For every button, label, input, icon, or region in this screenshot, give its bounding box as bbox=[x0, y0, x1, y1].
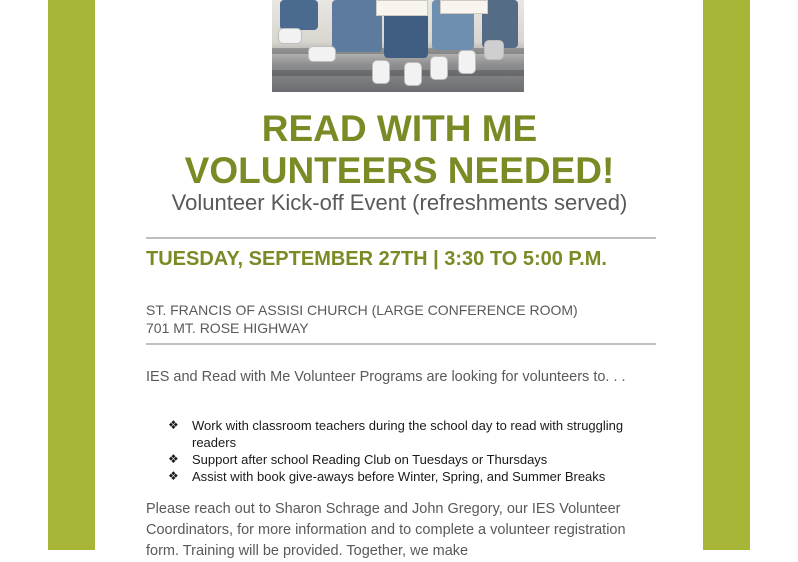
task-text: Work with classroom teachers during the school day to read with struggling readers bbox=[192, 418, 624, 450]
diamond-bullet-icon: ❖ bbox=[168, 452, 179, 466]
event-venue bbox=[146, 301, 656, 337]
diamond-bullet-icon: ❖ bbox=[168, 469, 179, 483]
venue-address: 701 MT. ROSE HIGHWAY bbox=[146, 320, 309, 336]
list-item bbox=[168, 417, 668, 451]
right-green-band bbox=[703, 0, 750, 550]
closing-paragraph: Please reach out to Sharon Schrage and John Gregory, our IES Volunteer Coordinators, for more information and to complete a volunteer registration form. Training will be provided. Together, we make bbox=[146, 501, 626, 559]
left-green-band bbox=[48, 0, 95, 550]
venue-name: ST. FRANCIS OF ASSISI CHURCH (LARGE CONFERENCE ROOM) bbox=[146, 302, 578, 318]
volunteer-tasks-list bbox=[168, 417, 668, 485]
students-reading-photo bbox=[272, 0, 524, 92]
headline-line2: VOLUNTEERS NEEDED! bbox=[184, 150, 615, 191]
task-text: Assist with book give-aways before Winter, Spring, and Summer Breaks bbox=[192, 469, 606, 484]
event-date-time: TUESDAY, SEPTEMBER 27TH | 3:30 TO 5:00 P.M. bbox=[146, 248, 607, 270]
list-item bbox=[168, 468, 668, 485]
diamond-bullet-icon: ❖ bbox=[168, 418, 179, 432]
top-divider bbox=[146, 237, 656, 239]
event-subhead: Volunteer Kick-off Event (refreshments served) bbox=[171, 190, 628, 215]
list-item bbox=[168, 451, 668, 468]
task-text: Support after school Reading Club on Tuesdays or Thursdays bbox=[192, 452, 548, 467]
bottom-divider bbox=[146, 343, 656, 345]
headline-line1: READ WITH ME bbox=[261, 108, 538, 149]
intro-paragraph: IES and Read with Me Volunteer Programs are looking for volunteers to. . . bbox=[146, 369, 626, 385]
